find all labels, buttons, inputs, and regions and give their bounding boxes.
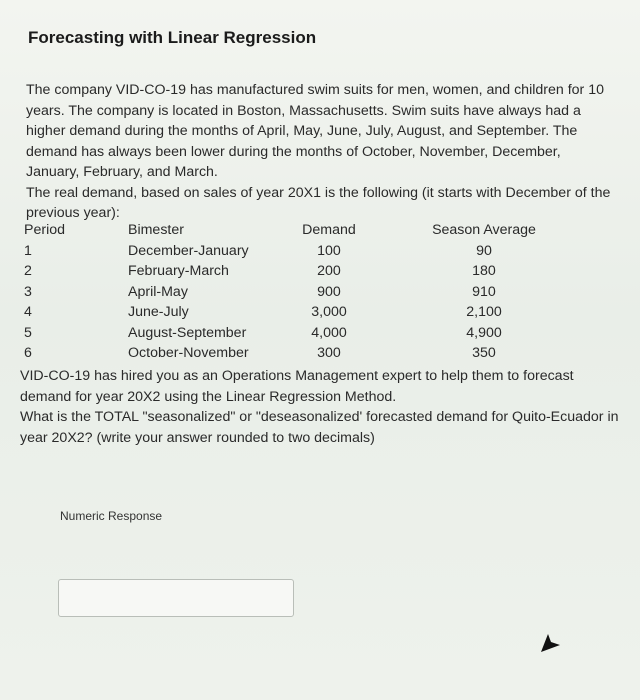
- table-row: [24, 284, 604, 305]
- numeric-response-input[interactable]: [58, 579, 294, 617]
- bimester-cell: February-March: [128, 263, 229, 279]
- period-cell: 3: [24, 283, 32, 300]
- table-row: [24, 325, 604, 346]
- season-average-cell: 910: [472, 283, 496, 300]
- period-cell: 5: [24, 324, 32, 341]
- period-cell: 2: [24, 263, 32, 279]
- season-average-cell: 180: [472, 263, 496, 279]
- season-average-cell: 350: [472, 345, 496, 361]
- demand-cell: 300: [317, 345, 341, 361]
- demand-cell: 900: [317, 283, 341, 300]
- question-text: [20, 366, 620, 448]
- season-average-cell: 90: [476, 242, 492, 259]
- question-paragraph-2: What is the TOTAL "seasonalized" or "deseasonalized' forecasted demand for Quito-Ecuador in year 20X2? (write your answer rounded to two decimals): [20, 409, 619, 446]
- intro-paragraph-2: The real demand, based on sales of year 20X1 is the following (it starts with December of the previous year):: [26, 184, 611, 221]
- mouse-pointer-icon: [538, 630, 564, 656]
- bimester-cell: October-November: [128, 345, 249, 361]
- table-row: [24, 304, 604, 325]
- table-header-row: [24, 222, 604, 243]
- bimester-cell: April-May: [128, 283, 188, 300]
- numeric-response-label: Numeric Response: [60, 509, 163, 523]
- demand-cell: 200: [317, 263, 341, 279]
- table-row: [24, 243, 604, 264]
- intro-paragraph-1: The company VID-CO-19 has manufactured swim suits for men, women, and children for 10 years. The company is located in Boston, Massachusetts. Swim suits have always had a higher demand during the months of April, May, June, July, August, and September. The demand has always been lower during the months of October, November, December, January, February, and March.: [26, 82, 604, 180]
- period-cell: 1: [24, 242, 32, 259]
- demand-cell: 4,000: [311, 324, 347, 341]
- intro-text: [26, 80, 616, 224]
- season-average-cell: 4,900: [466, 324, 502, 341]
- season-average-cell: 2,100: [466, 304, 502, 320]
- question-paragraph-1: VID-CO-19 has hired you as an Operations Management expert to help them to forecast demand for year 20X2 using the Linear Regression Method.: [20, 368, 574, 405]
- header-season-average: Season Average: [432, 222, 536, 238]
- header-period: Period: [24, 222, 66, 238]
- header-demand: Demand: [302, 222, 356, 238]
- period-cell: 6: [24, 345, 32, 361]
- bimester-cell: August-September: [128, 324, 247, 341]
- header-bimester: Bimester: [128, 222, 184, 238]
- table-row: [24, 345, 604, 366]
- table-row: [24, 263, 604, 284]
- demand-cell: 3,000: [311, 304, 347, 320]
- bimester-cell: June-July: [128, 304, 189, 320]
- demand-cell: 100: [317, 242, 341, 259]
- period-cell: 4: [24, 304, 32, 320]
- demand-table: [24, 222, 604, 366]
- page-title: Forecasting with Linear Regression: [28, 28, 317, 47]
- bimester-cell: December-January: [128, 242, 249, 259]
